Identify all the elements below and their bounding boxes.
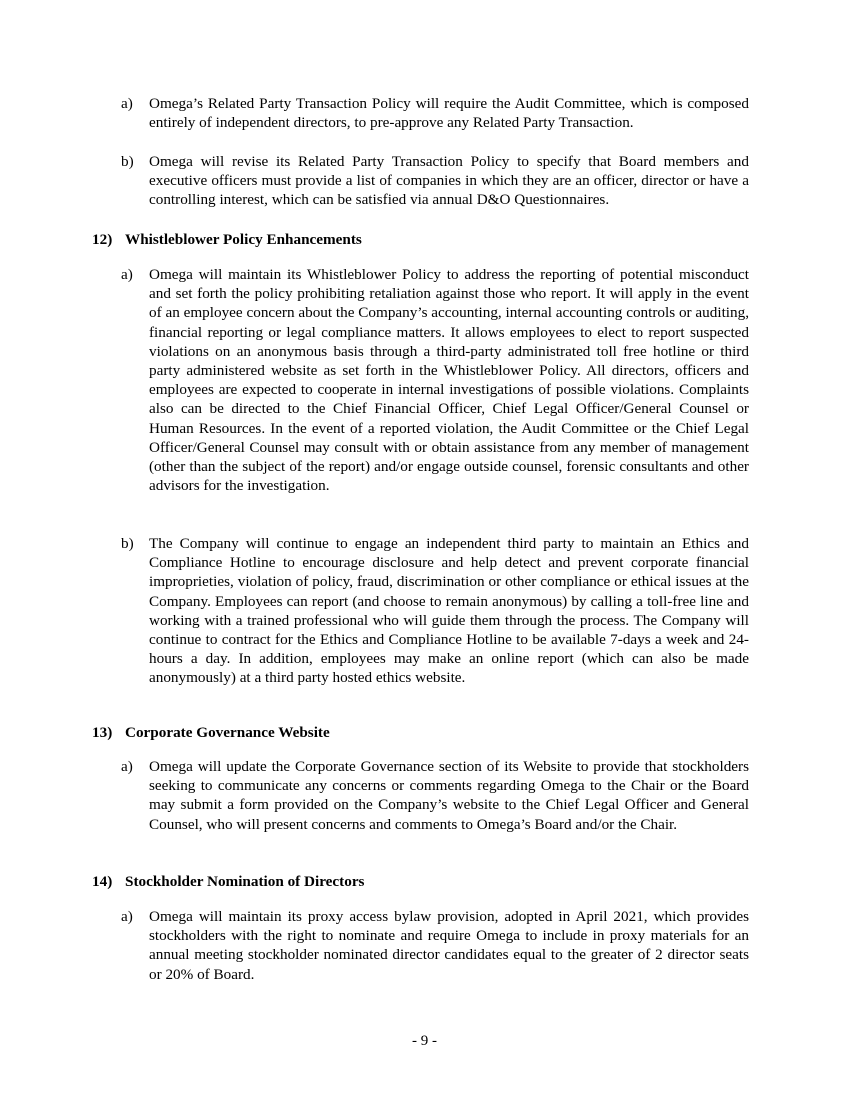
list-item-label: a) [121,266,133,283]
list-item [121,907,749,984]
list-item-label: a) [121,758,133,775]
list-item [121,534,749,688]
section-heading [92,230,362,249]
list-item-label: a) [121,95,133,112]
section-number: 13) [92,724,113,741]
list-item [121,757,749,834]
list-item [121,265,749,495]
list-item-label: b) [121,535,134,552]
list-item-text: Omega will maintain its proxy access bylaw provision, adopted in April 2021, which provides stockholders with the right to nominate and require Omega to include in proxy materials for an annual meeting stockholder nominated director candidates equal to the greater of 2 director seats or 20% of Board. [149,908,749,983]
list-item-text: Omega’s Related Party Transaction Policy will require the Audit Committee, which is composed entirely of independent directors, to pre-approve any Related Party Transaction. [149,95,749,132]
list-item [121,94,749,132]
page-number: - 9 - [412,1033,437,1049]
section-number: 12) [92,231,113,248]
section-title: Stockholder Nomination of Directors [125,873,365,890]
list-item-text: Omega will revise its Related Party Transaction Policy to specify that Board members and executive officers must provide a list of companies in which they are an officer, director or have a controlling interest, which can be satisfied via annual D&O Questionnaires. [149,153,749,209]
list-item [121,152,749,210]
section-heading [92,872,364,891]
section-number: 14) [92,873,113,890]
section-heading [92,723,330,742]
section-title: Corporate Governance Website [125,724,330,741]
list-item-text: Omega will maintain its Whistleblower Policy to address the reporting of potential misconduct and set forth the policy prohibiting retaliation against those who report. It will apply in the event of an employee concern about the Company’s accounting, internal accounting controls or auditing, financial reporting or legal compliance matters. It allows employees to elect to report suspected violations on an anonymous basis through a third-party administrated toll free hotline or third party administered website as set forth in the Whistleblower Policy. All directors, officers and employees are expected to cooperate in internal investigations of possible violations. Complaints also can be directed to the Chief Financial Officer, Chief Legal Officer/General Counsel or Human Resources. In the event of a reported violation, the Audit Committee or the Chief Legal Officer/General Counsel may consult with or obtain assistance from any member of management (other than the subject of the report) and/or engage outside counsel, forensic consultants and other advisors for the investigation. [149,266,749,495]
list-item-label: a) [121,908,133,925]
list-item-label: b) [121,153,134,170]
list-item-text: Omega will update the Corporate Governance section of its Website to provide that stockholders seeking to communicate any concerns or comments regarding Omega to the Chair or the Board may submit a form provided on the Company’s website to the Chief Legal Officer and General Counsel, who will present concerns and comments to Omega’s Board and/or the Chair. [149,758,749,833]
section-title: Whistleblower Policy Enhancements [125,231,362,248]
list-item-text: The Company will continue to engage an independent third party to maintain an Ethics and Compliance Hotline to encourage disclosure and help detect and prevent corporate financial improprieties, violation of policy, fraud, discrimination or other compliance or ethical issues at the Company. Employees can report (and choose to remain anonymous) by calling a toll-free line and working with a trained professional who will guide them through the process. The Company will continue to contract for the Ethics and Compliance Hotline to be available 7-days a week and 24-hours a day. In addition, employees may make an online report (which can also be made anonymously) at a third party hosted ethics website. [149,535,749,687]
